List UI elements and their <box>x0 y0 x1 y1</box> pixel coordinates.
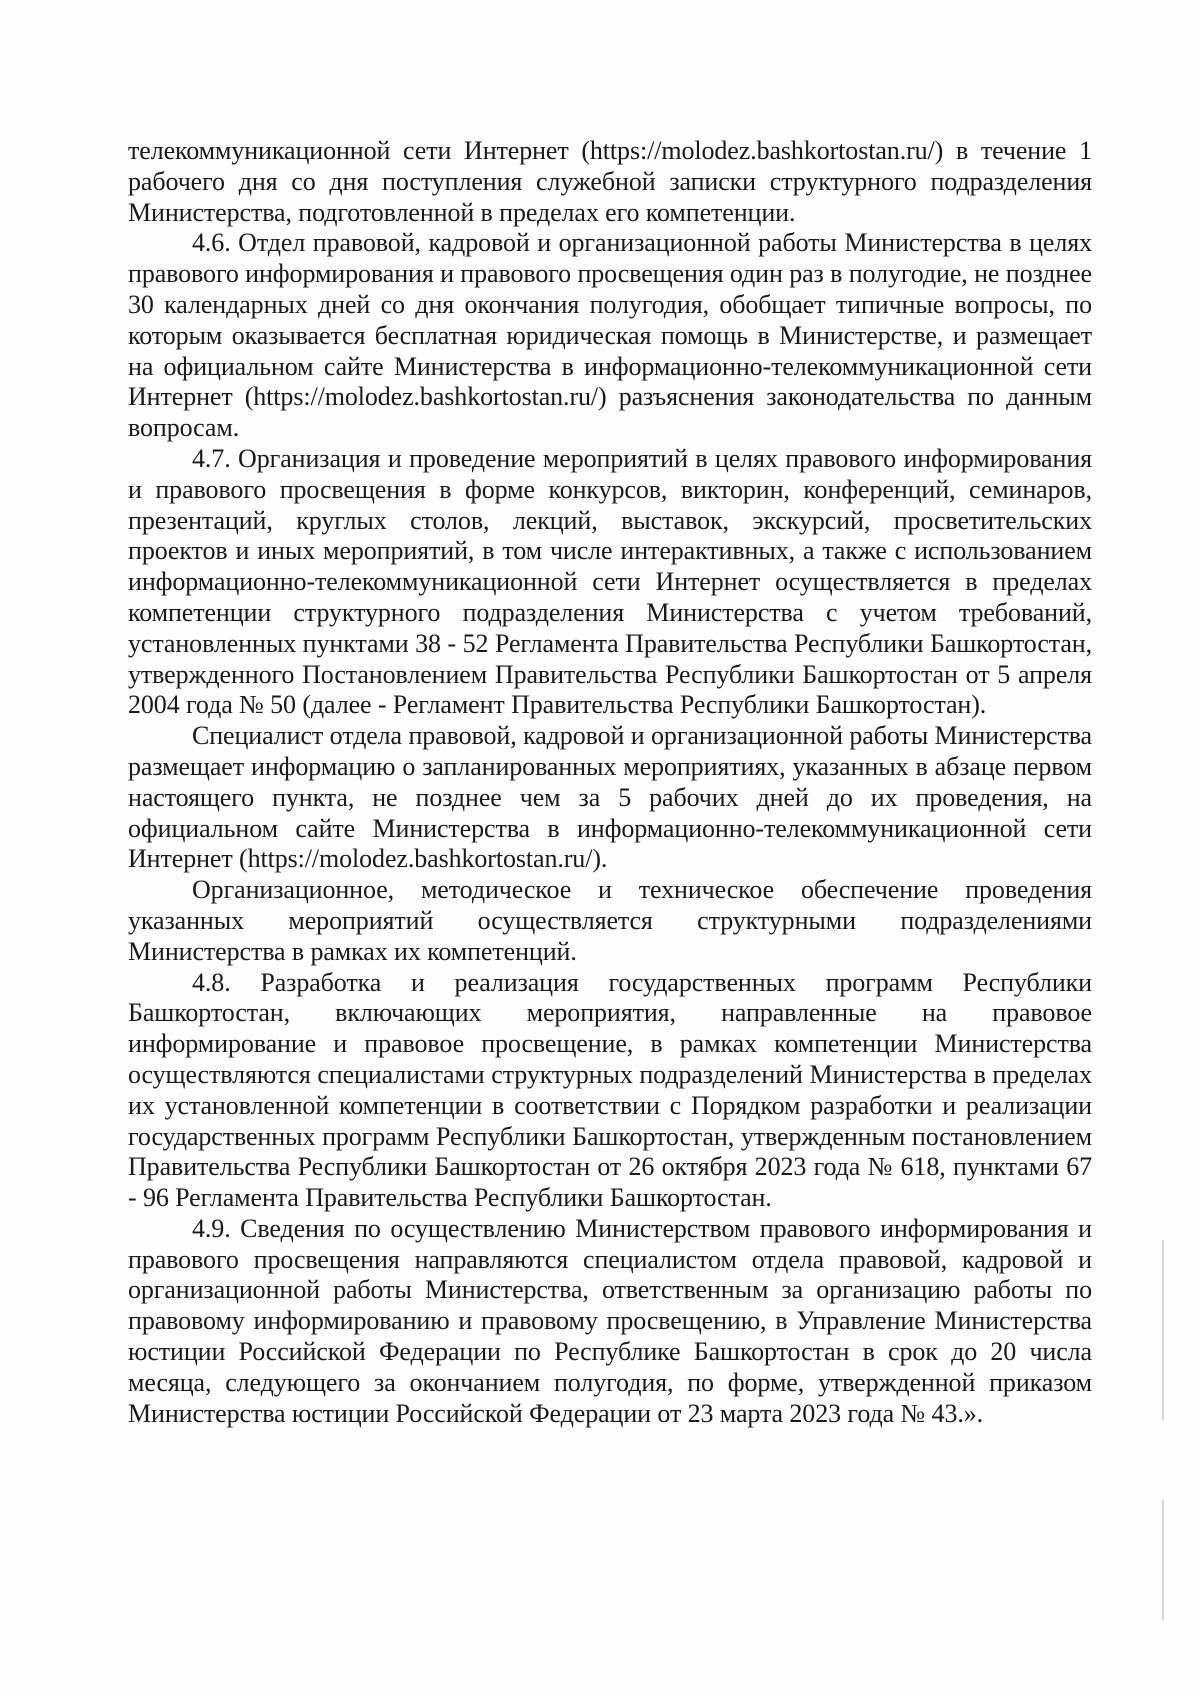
paragraph-4-9: 4.9. Сведения по осуществлению Министерством правового информирования и правового просвещения направляются специалистом отдела правовой, кадровой и организационной работы Министерства, ответственным за организацию работы по правовому информированию и правовому просвещению, в Управление Министерства юстиции Российской Федерации по Республике Башкортостан в срок до 20 числа месяца, следующего за окончанием полугодия, по форме, утвержденной приказом Министерства юстиции Российской Федерации от 23 марта 2023 года № 43.». <box>128 1213 1092 1428</box>
paragraph-continuation: телекоммуникационной сети Интернет (https://molodez.bashkortostan.ru/) в течение 1 рабочего дня со дня поступления служебной записки структурного подразделения Министерства, подготовленной в пределах его компетенции. <box>128 136 1092 227</box>
document-body <box>128 136 1092 1429</box>
scan-edge-mark <box>1162 1500 1164 1620</box>
scan-edge-mark <box>1162 1240 1164 1420</box>
paragraph-4-6: 4.6. Отдел правовой, кадровой и организационной работы Министерства в целях правового информирования и правового просвещения один раз в полугодие, не позднее 30 календарных дней со дня окончания полугодия, обобщает типичные вопросы, по которым оказывается бесплатная юридическая помощь в Министерстве, и размещает на официальном сайте Министерства в информационно-телекоммуникационной сети Интернет (https://molodez.bashkortostan.ru/) разъяснения законодательства по данным вопросам. <box>128 228 1092 443</box>
paragraph-4-8: 4.8. Разработка и реализация государственных программ Республики Башкортостан, включающих мероприятия, направленные на правовое информирование и правовое просвещение, в рамках компетенции Министерства осуществляются специалистами структурных подразделений Министерства в пределах их установленной компетенции в соответствии с Порядком разработки и реализации государственных программ Республики Башкортостан, утвержденным постановлением Правительства Республики Башкортостан от 26 октября 2023 года № 618, пунктами 67 - 96 Регламента Правительства Республики Башкортостан. <box>128 967 1092 1213</box>
paragraph-specialist: Специалист отдела правовой, кадровой и организационной работы Министерства размещает информацию о запланированных мероприятиях, указанных в абзаце первом настоящего пункта, не позднее чем за 5 рабочих дней до их проведения, на официальном сайте Министерства в информационно-телекоммуникационной сети Интернет (https://molodez.bashkortostan.ru/). <box>128 721 1092 874</box>
paragraph-4-7: 4.7. Организация и проведение мероприятий в целях правового информирования и правового просвещения в форме конкурсов, викторин, конференций, семинаров, презентаций, круглых столов, лекций, выставок, экскурсий, просветительских проектов и иных мероприятий, в том числе интерактивных, а также с использованием информационно-телекоммуникационной сети Интернет осуществляется в пределах компетенции структурного подразделения Министерства с учетом требований, установленных пунктами 38 - 52 Регламента Правительства Республики Башкортостан, утвержденного Постановлением Правительства Республики Башкортостан от 5 апреля 2004 года № 50 (далее - Регламент Правительства Республики Башкортостан). <box>128 443 1092 720</box>
paragraph-support: Организационное, методическое и техническое обеспечение проведения указанных мероприятий осуществляется структурными подразделениями Министерства в рамках их компетенций. <box>128 875 1092 966</box>
